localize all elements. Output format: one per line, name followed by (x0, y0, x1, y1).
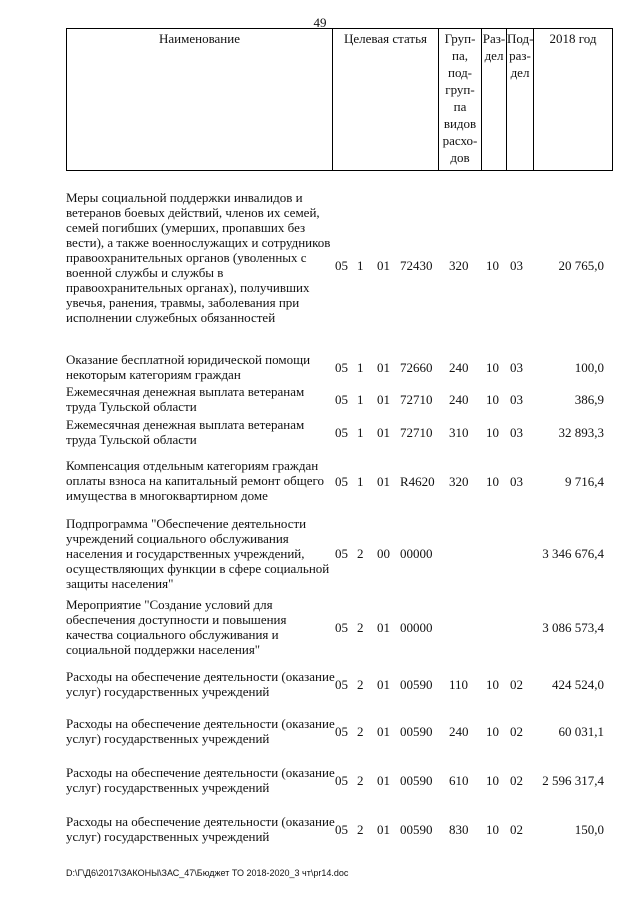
code-direction: 00590 (400, 724, 433, 739)
cell-amount: 3 086 573,4 (542, 620, 604, 635)
cell-amount: 32 893,3 (558, 425, 604, 440)
code-program: 05 (335, 474, 348, 489)
code-event: 00 (377, 546, 390, 561)
code-program: 05 (335, 425, 348, 440)
code-program: 05 (335, 258, 348, 273)
code-subprogram: 2 (357, 546, 364, 561)
cell-group: 240 (449, 724, 469, 739)
cell-group: 310 (449, 425, 469, 440)
row-name: Расходы на обеспечение деятельности (оказание услуг) государственных учреждений (66, 669, 335, 699)
cell-subsection: 03 (510, 425, 523, 440)
row-name: Компенсация отдельным категориям граждан оплаты взноса на капитальный ремонт общего имущества в многоквартирном доме (66, 458, 324, 503)
row-name: Расходы на обеспечение деятельности (оказание услуг) государственных учреждений (66, 765, 335, 795)
code-event: 01 (377, 620, 390, 635)
code-program: 05 (335, 620, 348, 635)
code-event: 01 (377, 677, 390, 692)
row-name: Мероприятие "Создание условий для обеспечения доступности и повышения качества социального обслуживания и социальной поддержки населения" (66, 597, 287, 657)
code-subprogram: 2 (357, 773, 364, 788)
cell-subsection: 03 (510, 258, 523, 273)
header-year: 2018 год (549, 31, 597, 46)
cell-amount: 424 524,0 (552, 677, 604, 692)
code-subprogram: 2 (357, 620, 364, 635)
code-event: 01 (377, 474, 390, 489)
cell-group: 240 (449, 392, 469, 407)
code-program: 05 (335, 360, 348, 375)
cell-group: 110 (449, 677, 469, 692)
cell-group: 320 (449, 474, 469, 489)
code-subprogram: 1 (357, 258, 364, 273)
row-name: Меры социальной поддержки инвалидов и ветеранов боевых действий, членов их семей, семей погибших (умерших, пропавших без вести), а также военнослужащих и сотрудников правоохранительных органов (уволенных с военной службы и службы в правоохранительных органах), получивших увечья, ранения, травмы, заболевания при исполнении служебных обязанностей (66, 190, 331, 325)
cell-group: 830 (449, 822, 469, 837)
file-path-footer: D:\Г\Д6\2017\ЗАКОНЫ\ЗАС_47\Бюджет ТО 2018-2020_3 чт\pr14.doc (66, 868, 349, 878)
code-program: 05 (335, 773, 348, 788)
cell-section: 10 (486, 425, 499, 440)
code-program: 05 (335, 822, 348, 837)
cell-subsection: 02 (510, 822, 523, 837)
cell-section: 10 (486, 773, 499, 788)
cell-subsection: 02 (510, 724, 523, 739)
cell-subsection: 03 (510, 360, 523, 375)
code-event: 01 (377, 724, 390, 739)
code-subprogram: 1 (357, 474, 364, 489)
cell-section: 10 (486, 822, 499, 837)
header-group: Груп- па, под- груп- па видов расхо- дов (439, 29, 482, 170)
code-direction: 72710 (400, 392, 433, 407)
cell-amount: 2 596 317,4 (542, 773, 604, 788)
code-subprogram: 1 (357, 425, 364, 440)
code-direction: 00590 (400, 773, 433, 788)
header-target: Целевая статья (333, 29, 439, 170)
code-event: 01 (377, 360, 390, 375)
code-subprogram: 2 (357, 724, 364, 739)
cell-subsection: 03 (510, 392, 523, 407)
cell-group: 320 (449, 258, 469, 273)
header-section: Раз- дел (482, 29, 507, 170)
code-program: 05 (335, 546, 348, 561)
cell-amount: 20 765,0 (558, 258, 604, 273)
table-header (66, 28, 613, 171)
code-direction: 00590 (400, 822, 433, 837)
page-number: 49 (313, 15, 327, 30)
cell-section: 10 (486, 392, 499, 407)
row-name: Подпрограмма "Обеспечение деятельности учреждений социального обслуживания населения и государственных учреждений, осуществляющих функции в сфере социальной защиты населения" (66, 516, 330, 591)
cell-amount: 100,0 (574, 360, 604, 375)
code-direction: 00590 (400, 677, 433, 692)
code-direction: 72430 (400, 258, 433, 273)
code-event: 01 (377, 392, 390, 407)
row-name: Оказание бесплатной юридической помощи некоторым категориям граждан (66, 352, 311, 382)
header-name: Наименование (67, 29, 333, 170)
cell-subsection: 02 (510, 773, 523, 788)
code-subprogram: 1 (357, 360, 364, 375)
cell-section: 10 (486, 474, 499, 489)
row-name: Расходы на обеспечение деятельности (оказание услуг) государственных учреждений (66, 814, 335, 844)
code-event: 01 (377, 425, 390, 440)
code-direction: 00000 (400, 546, 433, 561)
code-program: 05 (335, 724, 348, 739)
code-subprogram: 1 (357, 392, 364, 407)
code-program: 05 (335, 677, 348, 692)
header-subsection: Под- раз- дел (507, 29, 534, 170)
cell-section: 10 (486, 677, 499, 692)
code-event: 01 (377, 822, 390, 837)
cell-amount: 386,9 (574, 392, 604, 407)
cell-section: 10 (486, 258, 499, 273)
cell-subsection: 02 (510, 677, 523, 692)
cell-section: 10 (486, 724, 499, 739)
cell-section: 10 (486, 360, 499, 375)
code-subprogram: 2 (357, 822, 364, 837)
cell-group: 610 (449, 773, 469, 788)
code-program: 05 (335, 392, 348, 407)
cell-subsection: 03 (510, 474, 523, 489)
cell-group: 240 (449, 360, 469, 375)
cell-amount: 150,0 (574, 822, 604, 837)
row-name: Ежемесячная денежная выплата ветеранам труда Тульской области (66, 384, 305, 414)
row-name: Ежемесячная денежная выплата ветеранам труда Тульской области (66, 417, 305, 447)
cell-amount: 60 031,1 (558, 724, 604, 739)
code-direction: 72660 (400, 360, 433, 375)
cell-amount: 9 716,4 (565, 474, 604, 489)
code-direction: R4620 (400, 474, 435, 489)
code-subprogram: 2 (357, 677, 364, 692)
row-name: Расходы на обеспечение деятельности (оказание услуг) государственных учреждений (66, 716, 335, 746)
code-event: 01 (377, 773, 390, 788)
code-direction: 00000 (400, 620, 433, 635)
code-direction: 72710 (400, 425, 433, 440)
code-event: 01 (377, 258, 390, 273)
cell-amount: 3 346 676,4 (542, 546, 604, 561)
